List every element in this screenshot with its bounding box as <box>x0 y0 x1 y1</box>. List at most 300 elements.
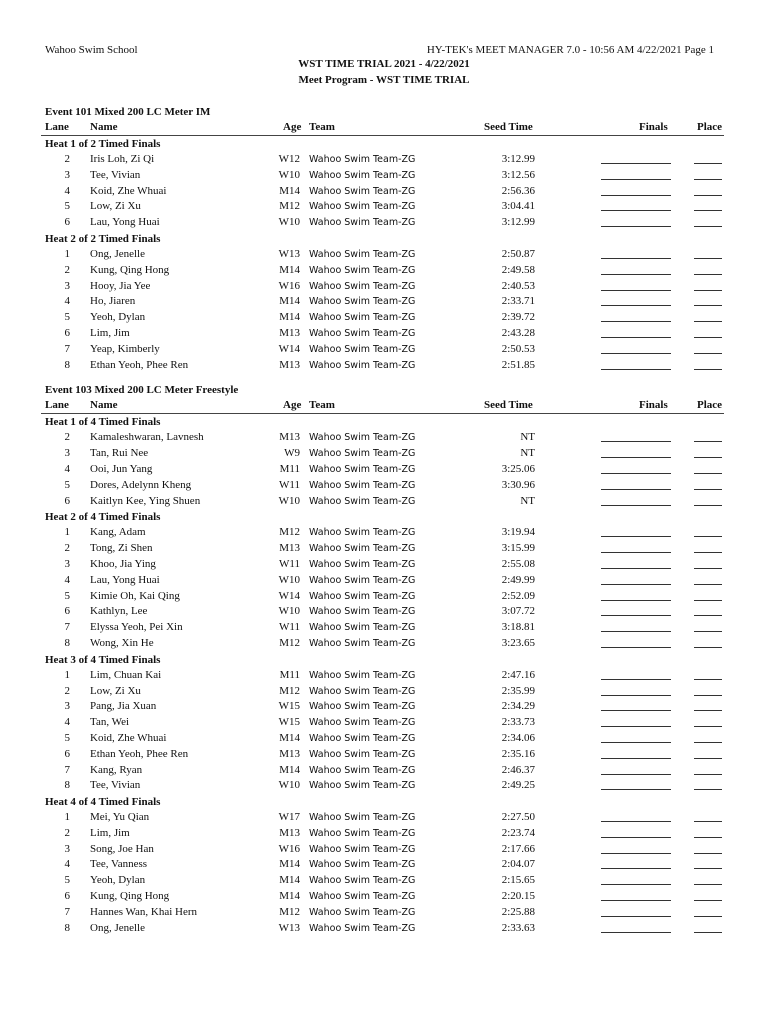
finals-blank-line <box>601 853 671 854</box>
swimmer-age: M14 <box>279 263 300 276</box>
seed-time: NT <box>520 431 535 444</box>
seed-time: 3:07.72 <box>501 605 535 618</box>
lane-number: 2 <box>64 431 70 444</box>
lane-number: 4 <box>64 462 70 475</box>
place-blank-line <box>694 321 722 322</box>
place-blank-line <box>694 758 722 759</box>
lane-number: 7 <box>64 905 70 918</box>
seed-time: 3:04.41 <box>501 200 535 213</box>
swimmer-age: M13 <box>279 747 300 760</box>
team-name: Wahoo Swim Team-ZG <box>309 780 416 792</box>
heat-label: Heat 2 of 2 Timed Finals <box>45 232 161 245</box>
swimmer-name: Lim, Chuan Kai <box>90 668 162 681</box>
finals-blank-line <box>601 258 671 259</box>
lane-number: 1 <box>64 668 70 681</box>
entry-row <box>0 810 768 826</box>
place-blank-line <box>694 457 722 458</box>
finals-blank-line <box>601 679 671 680</box>
entry-row <box>0 589 768 605</box>
swimmer-age: W11 <box>279 621 300 634</box>
place-blank-line <box>694 195 722 196</box>
place-blank-line <box>694 536 722 537</box>
lane-number: 2 <box>64 153 70 165</box>
finals-blank-line <box>601 195 671 196</box>
swimmer-age: M14 <box>279 295 300 308</box>
entry-row <box>0 247 768 263</box>
column-header-row <box>41 119 724 136</box>
finals-blank-line <box>601 615 671 616</box>
finals-blank-line <box>601 163 671 164</box>
seed-time: 2:17.66 <box>501 842 535 855</box>
finals-blank-line <box>601 695 671 696</box>
lane-number: 4 <box>64 716 70 729</box>
swimmer-age: M14 <box>279 731 300 744</box>
events-container <box>0 105 768 936</box>
swimmer-age: W10 <box>278 494 300 507</box>
swimmer-name: Tong, Zi Shen <box>90 542 153 555</box>
finals-blank-line <box>601 353 671 354</box>
event-spacer <box>0 373 768 383</box>
team-name: Wahoo Swim Team-ZG <box>309 343 416 355</box>
swimmer-name: Mei, Yu Qian <box>90 811 150 824</box>
place-blank-line <box>694 258 722 259</box>
lane-number: 3 <box>64 168 70 181</box>
seed-time: 2:49.25 <box>501 779 535 792</box>
team-name: Wahoo Swim Team-ZG <box>309 843 416 855</box>
place-blank-line <box>694 900 722 901</box>
lane-number: 6 <box>64 605 70 618</box>
lane-number: 3 <box>64 700 70 713</box>
swimmer-age: W14 <box>278 342 300 355</box>
entry-row <box>0 889 768 905</box>
place-blank-line <box>694 163 722 164</box>
swimmer-age: W13 <box>278 247 300 260</box>
team-name: Wahoo Swim Team-ZG <box>309 732 416 744</box>
seed-time: 3:25.06 <box>501 462 535 475</box>
swimmer-name: Iris Loh, Zi Qi <box>90 153 155 165</box>
swimmer-age: M12 <box>279 526 300 539</box>
swimmer-age: W10 <box>278 573 300 586</box>
swimmer-name: Yeoh, Dylan <box>90 874 146 887</box>
team-name: Wahoo Swim Team-ZG <box>309 312 416 324</box>
swimmer-age: W15 <box>278 716 300 729</box>
entry-row <box>0 478 768 494</box>
lane-number: 4 <box>64 184 70 197</box>
finals-blank-line <box>601 758 671 759</box>
column-header-name: Name <box>90 121 118 133</box>
finals-blank-line <box>601 900 671 901</box>
lane-number: 8 <box>64 921 70 934</box>
team-name: Wahoo Swim Team-ZG <box>309 185 416 197</box>
finals-blank-line <box>601 932 671 933</box>
swimmer-age: M13 <box>279 826 300 839</box>
team-name: Wahoo Swim Team-ZG <box>309 859 416 871</box>
swimmer-name: Kung, Qing Hong <box>90 263 170 276</box>
team-name: Wahoo Swim Team-ZG <box>309 327 416 339</box>
lane-number: 2 <box>64 263 70 276</box>
seed-time: 3:23.65 <box>501 636 535 649</box>
place-blank-line <box>694 226 722 227</box>
entry-row <box>0 857 768 873</box>
lane-number: 6 <box>64 747 70 760</box>
place-blank-line <box>694 647 722 648</box>
entry-row <box>0 199 768 215</box>
swimmer-name: Elyssa Yeoh, Pei Xin <box>90 621 183 634</box>
seed-time: 2:51.85 <box>501 358 535 371</box>
entry-row <box>0 342 768 358</box>
finals-blank-line <box>601 584 671 585</box>
finals-blank-line <box>601 457 671 458</box>
place-blank-line <box>694 884 722 885</box>
seed-time: NT <box>520 447 535 460</box>
swimmer-age: M14 <box>279 858 300 871</box>
meet-title: WST TIME TRIAL 2021 - 4/22/2021 <box>298 58 470 70</box>
finals-blank-line <box>601 441 671 442</box>
swimmer-name: Ooi, Jun Yang <box>90 462 153 475</box>
seed-time: 2:35.99 <box>501 684 535 697</box>
team-name: Wahoo Swim Team-ZG <box>309 463 416 475</box>
lane-number: 1 <box>64 811 70 824</box>
entry-row <box>0 541 768 557</box>
swimmer-name: Ho, Jiaren <box>90 295 136 308</box>
swimmer-name: Lau, Yong Huai <box>90 573 160 586</box>
seed-time: 3:19.94 <box>501 526 535 539</box>
swimmer-age: W9 <box>284 447 300 460</box>
finals-blank-line <box>601 536 671 537</box>
finals-blank-line <box>601 821 671 822</box>
team-name: Wahoo Swim Team-ZG <box>309 169 416 181</box>
swimmer-name: Tan, Rui Nee <box>90 447 149 460</box>
team-name: Wahoo Swim Team-ZG <box>309 201 416 213</box>
team-name: Wahoo Swim Team-ZG <box>309 280 416 292</box>
seed-time: 2:23.74 <box>501 826 535 839</box>
seed-time: 2:39.72 <box>501 311 535 324</box>
column-header-place: Place <box>697 399 723 412</box>
swimmer-age: M12 <box>279 200 300 213</box>
entry-row <box>0 462 768 478</box>
swimmer-age: W10 <box>278 779 300 792</box>
finals-blank-line <box>601 337 671 338</box>
swimmer-age: M12 <box>279 684 300 697</box>
lane-number: 8 <box>64 358 70 371</box>
swimmer-age: W10 <box>278 605 300 618</box>
place-blank-line <box>694 853 722 854</box>
swimmer-name: Tee, Vivian <box>90 779 141 792</box>
seed-time: 2:34.06 <box>501 731 535 744</box>
team-name: Wahoo Swim Team-ZG <box>309 875 416 887</box>
column-header-row <box>41 397 724 414</box>
entry-row <box>0 430 768 446</box>
seed-time: 3:12.99 <box>501 216 535 229</box>
team-name: Wahoo Swim Team-ZG <box>309 622 416 634</box>
entry-row <box>0 905 768 921</box>
swimmer-age: M11 <box>279 668 300 681</box>
entry-row <box>0 263 768 279</box>
swimmer-age: W12 <box>278 153 300 165</box>
swimmer-age: W10 <box>278 168 300 181</box>
seed-time: 2:25.88 <box>501 905 535 918</box>
column-header-place: Place <box>697 121 723 133</box>
finals-blank-line <box>601 290 671 291</box>
team-name: Wahoo Swim Team-ZG <box>309 812 416 824</box>
entry-row <box>0 668 768 684</box>
team-name: Wahoo Swim Team-ZG <box>309 606 416 618</box>
swimmer-age: W16 <box>278 279 300 292</box>
team-name: Wahoo Swim Team-ZG <box>309 574 416 586</box>
swimmer-name: Ong, Jenelle <box>90 247 145 260</box>
lane-number: 3 <box>64 279 70 292</box>
column-header-age: Age <box>283 399 302 412</box>
seed-time: 2:27.50 <box>501 811 535 824</box>
team-name: Wahoo Swim Team-ZG <box>309 906 416 918</box>
swimmer-age: W11 <box>279 478 300 491</box>
swimmer-name: Song, Joe Han <box>90 842 154 855</box>
meet-subtitle: Meet Program - WST TIME TRIAL <box>298 74 470 86</box>
lane-number: 1 <box>64 247 70 260</box>
entry-row <box>0 842 768 858</box>
seed-time: 2:34.29 <box>501 700 535 713</box>
lane-number: 4 <box>64 573 70 586</box>
seed-time: NT <box>520 494 535 507</box>
entry-row <box>0 699 768 715</box>
lane-number: 2 <box>64 826 70 839</box>
swimmer-age: M14 <box>279 763 300 776</box>
entry-row <box>0 763 768 779</box>
finals-blank-line <box>601 837 671 838</box>
swimmer-age: M13 <box>279 358 300 371</box>
entry-row <box>0 778 768 794</box>
lane-number: 8 <box>64 636 70 649</box>
swimmer-age: M11 <box>279 462 300 475</box>
column-header-age: Age <box>283 121 302 133</box>
team-name: Wahoo Swim Team-ZG <box>309 543 416 555</box>
place-blank-line <box>694 552 722 553</box>
finals-blank-line <box>601 631 671 632</box>
seed-time: 2:43.28 <box>501 326 535 339</box>
swimmer-name: Pang, Jia Xuan <box>90 700 157 713</box>
lane-number: 5 <box>64 478 70 491</box>
place-blank-line <box>694 615 722 616</box>
lane-number: 4 <box>64 295 70 308</box>
place-blank-line <box>694 932 722 933</box>
team-name: Wahoo Swim Team-ZG <box>309 701 416 713</box>
finals-blank-line <box>601 321 671 322</box>
finals-blank-line <box>601 884 671 885</box>
place-blank-line <box>694 505 722 506</box>
place-blank-line <box>694 210 722 211</box>
team-name: Wahoo Swim Team-ZG <box>309 448 416 460</box>
column-header-finals: Finals <box>639 399 668 412</box>
lane-number: 5 <box>64 731 70 744</box>
entry-row <box>0 573 768 589</box>
team-name: Wahoo Swim Team-ZG <box>309 891 416 903</box>
seed-time: 3:12.56 <box>501 168 535 181</box>
place-blank-line <box>694 305 722 306</box>
lane-number: 7 <box>64 342 70 355</box>
finals-blank-line <box>601 568 671 569</box>
finals-blank-line <box>601 210 671 211</box>
lane-number: 7 <box>64 763 70 776</box>
place-blank-line <box>694 290 722 291</box>
place-blank-line <box>694 369 722 370</box>
heat-label: Heat 2 of 4 Timed Finals <box>45 511 161 524</box>
swimmer-age: W17 <box>278 811 300 824</box>
swimmer-age: W10 <box>278 216 300 229</box>
team-name: Wahoo Swim Team-ZG <box>309 495 416 507</box>
entry-row <box>0 873 768 889</box>
seed-time: 2:46.37 <box>501 763 535 776</box>
finals-blank-line <box>601 226 671 227</box>
swimmer-age: M12 <box>279 636 300 649</box>
place-blank-line <box>694 179 722 180</box>
lane-number: 5 <box>64 589 70 602</box>
lane-number: 6 <box>64 494 70 507</box>
team-name: Wahoo Swim Team-ZG <box>309 217 416 229</box>
place-blank-line <box>694 489 722 490</box>
finals-blank-line <box>601 600 671 601</box>
swimmer-name: Tee, Vivian <box>90 168 141 181</box>
entry-row <box>0 494 768 510</box>
entry-row <box>0 446 768 462</box>
swimmer-name: Kathlyn, Lee <box>90 605 148 618</box>
place-blank-line <box>694 789 722 790</box>
seed-time: 2:20.15 <box>501 890 535 903</box>
lane-number: 3 <box>64 557 70 570</box>
swimmer-age: M13 <box>279 542 300 555</box>
swimmer-name: Ethan Yeoh, Phee Ren <box>90 747 189 760</box>
team-name: Wahoo Swim Team-ZG <box>309 359 416 371</box>
seed-time: 3:18.81 <box>501 621 535 634</box>
seed-time: 3:12.99 <box>501 153 535 165</box>
entry-row <box>0 168 768 184</box>
swimmer-name: Lau, Yong Huai <box>90 216 160 229</box>
swimmer-age: M14 <box>279 874 300 887</box>
place-blank-line <box>694 473 722 474</box>
team-name: Wahoo Swim Team-ZG <box>309 637 416 649</box>
entry-row <box>0 557 768 573</box>
finals-blank-line <box>601 726 671 727</box>
column-header-finals: Finals <box>639 121 668 133</box>
swimmer-name: Hooy, Jia Yee <box>90 279 151 292</box>
swimmer-name: Low, Zi Xu <box>90 684 141 697</box>
swimmer-name: Kimie Oh, Kai Qing <box>90 589 180 602</box>
swimmer-age: M13 <box>279 431 300 444</box>
place-blank-line <box>694 584 722 585</box>
column-header-name: Name <box>90 399 118 412</box>
swimmer-name: Ong, Jenelle <box>90 921 145 934</box>
place-blank-line <box>694 916 722 917</box>
swimmer-name: Yeap, Kimberly <box>90 342 160 355</box>
seed-time: 2:33.73 <box>501 716 535 729</box>
heat-label: Heat 3 of 4 Timed Finals <box>45 653 161 666</box>
team-name: Wahoo Swim Team-ZG <box>309 717 416 729</box>
swimmer-name: Tan, Wei <box>90 716 130 729</box>
team-name: Wahoo Swim Team-ZG <box>309 764 416 776</box>
finals-blank-line <box>601 489 671 490</box>
team-name: Wahoo Swim Team-ZG <box>309 922 416 934</box>
swimmer-name: Kang, Ryan <box>90 763 143 776</box>
team-name: Wahoo Swim Team-ZG <box>309 248 416 260</box>
seed-time: 2:33.71 <box>501 295 535 308</box>
event-title: Event 103 Mixed 200 LC Meter Freestyle <box>45 384 239 397</box>
place-blank-line <box>694 774 722 775</box>
finals-blank-line <box>601 742 671 743</box>
lane-number: 3 <box>64 447 70 460</box>
place-blank-line <box>694 679 722 680</box>
lane-number: 2 <box>64 542 70 555</box>
team-name: Wahoo Swim Team-ZG <box>309 827 416 839</box>
swimmer-age: M14 <box>279 184 300 197</box>
seed-time: 2:49.58 <box>501 263 535 276</box>
swimmer-age: W15 <box>278 700 300 713</box>
column-header-seed: Seed Time <box>484 121 533 133</box>
place-blank-line <box>694 631 722 632</box>
finals-blank-line <box>601 369 671 370</box>
lane-number: 8 <box>64 779 70 792</box>
entry-row <box>0 826 768 842</box>
team-name: Wahoo Swim Team-ZG <box>309 685 416 697</box>
entry-row <box>0 620 768 636</box>
entry-row <box>0 921 768 937</box>
swimmer-name: Dores, Adelynn Kheng <box>90 478 192 491</box>
entry-row <box>0 294 768 310</box>
place-blank-line <box>694 337 722 338</box>
place-blank-line <box>694 274 722 275</box>
swimmer-name: Wong, Xin He <box>90 636 154 649</box>
swimmer-age: W11 <box>279 557 300 570</box>
lane-number: 1 <box>64 526 70 539</box>
swimmer-name: Kaitlyn Kee, Ying Shuen <box>90 494 201 507</box>
swimmer-name: Kung, Qing Hong <box>90 890 170 903</box>
column-header-lane: Lane <box>45 121 69 133</box>
swimmer-name: Hannes Wan, Khai Hern <box>90 905 198 918</box>
seed-time: 2:04.07 <box>501 858 535 871</box>
seed-time: 3:30.96 <box>501 478 535 491</box>
team-name: Wahoo Swim Team-ZG <box>309 590 416 602</box>
seed-time: 2:35.16 <box>501 747 535 760</box>
swimmer-age: W14 <box>278 589 300 602</box>
place-blank-line <box>694 726 722 727</box>
seed-time: 2:55.08 <box>501 557 535 570</box>
lane-number: 7 <box>64 621 70 634</box>
swimmer-name: Koid, Zhe Whuai <box>90 731 167 744</box>
finals-blank-line <box>601 274 671 275</box>
entry-row <box>0 152 768 168</box>
entry-row <box>0 310 768 326</box>
heat-label: Heat 1 of 4 Timed Finals <box>45 416 161 429</box>
swimmer-name: Low, Zi Xu <box>90 200 141 213</box>
seed-time: 2:33.63 <box>501 921 535 934</box>
finals-blank-line <box>601 774 671 775</box>
team-name: Wahoo Swim Team-ZG <box>309 432 416 444</box>
heat-label: Heat 4 of 4 Timed Finals <box>45 796 161 809</box>
entry-row <box>0 636 768 652</box>
swimmer-name: Lim, Jim <box>90 826 130 839</box>
lane-number: 4 <box>64 858 70 871</box>
entry-row <box>0 279 768 295</box>
entry-row <box>0 525 768 541</box>
swimmer-age: W16 <box>278 842 300 855</box>
lane-number: 5 <box>64 200 70 213</box>
team-name: Wahoo Swim Team-ZG <box>309 479 416 491</box>
column-header-seed: Seed Time <box>484 399 533 412</box>
school-name: Wahoo Swim School <box>45 44 138 56</box>
entry-row <box>0 604 768 620</box>
swimmer-age: M14 <box>279 311 300 324</box>
entry-row <box>0 747 768 763</box>
finals-blank-line <box>601 710 671 711</box>
entry-row <box>0 715 768 731</box>
